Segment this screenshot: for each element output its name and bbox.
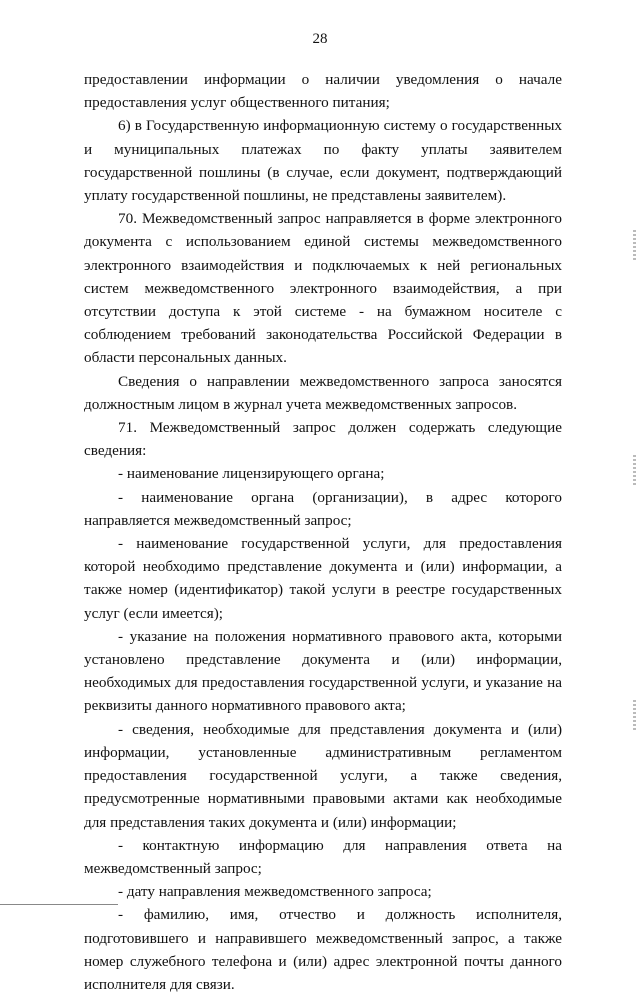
- list-item: - фамилию, имя, отчество и должность исполнителя, подготовившего и направившего межведомственный запрос, а также номер служебного телефона и (или) адрес электронной почты данного исполнителя для связи.: [84, 906, 562, 993]
- page-number: 28: [312, 31, 328, 47]
- list-item: - наименование государственной услуги, для предоставления которой необходимо представление документа и (или) информации, а также номер (идентификатор) такой услуги в реестре государственных услуг (если имеется);: [84, 535, 562, 622]
- paragraph-request-log: Сведения о направлении межведомственного запроса заносятся должностным лицом в журнал учета межведомственных запросов.: [84, 372, 562, 413]
- list-item: - сведения, необходимые для представления документа и (или) информации, установленные административным регламентом предоставления государственной услуги, а также сведения, предусмотренные нормативными правовыми актами как необходимые для представления таких документа и (или) информации;: [84, 720, 562, 831]
- paragraph-continuation: предоставлении информации о наличии уведомления о начале предоставления услуг общественного питания;: [84, 71, 562, 112]
- scan-artifact: [633, 230, 636, 260]
- document-body: [84, 68, 562, 996]
- list-item: - наименование лицензирующего органа;: [118, 465, 385, 483]
- scan-artifact: [633, 455, 636, 485]
- list-item: - указание на положения нормативного правового акта, которыми установлено представление документа и (или) информации, необходимых для предоставления государственной услуги, и указание на реквизиты данного нормативного правового акта;: [84, 627, 562, 715]
- list-item: - наименование органа (организации), в адрес которого направляется межведомственный запрос;: [84, 488, 562, 529]
- paragraph-71: 71. Межведомственный запрос должен содержать следующие сведения:: [84, 419, 562, 460]
- scan-artifact: [633, 700, 636, 730]
- paragraph-item-6: 6) в Государственную информационную систему о государственных и муниципальных платежах по факту уплаты заявителем государственной пошлины (в случае, если документ, подтверждающий уплату государственной пошлины, не представлены заявителем).: [84, 117, 562, 205]
- list-item: - контактную информацию для направления ответа на межведомственный запрос;: [84, 836, 562, 877]
- paragraph-70: 70. Межведомственный запрос направляется в форме электронного документа с использованием единой системы межведомственного электронного взаимодействия и подключаемых к ней региональных систем межведомственного электронного взаимодействия, а при отсутствии доступа к этой системе - на бумажном носителе с соблюдением требований законодательства Российской Федерации в области персональных данных.: [84, 210, 562, 367]
- list-item: - дату направления межведомственного запроса;: [118, 883, 432, 901]
